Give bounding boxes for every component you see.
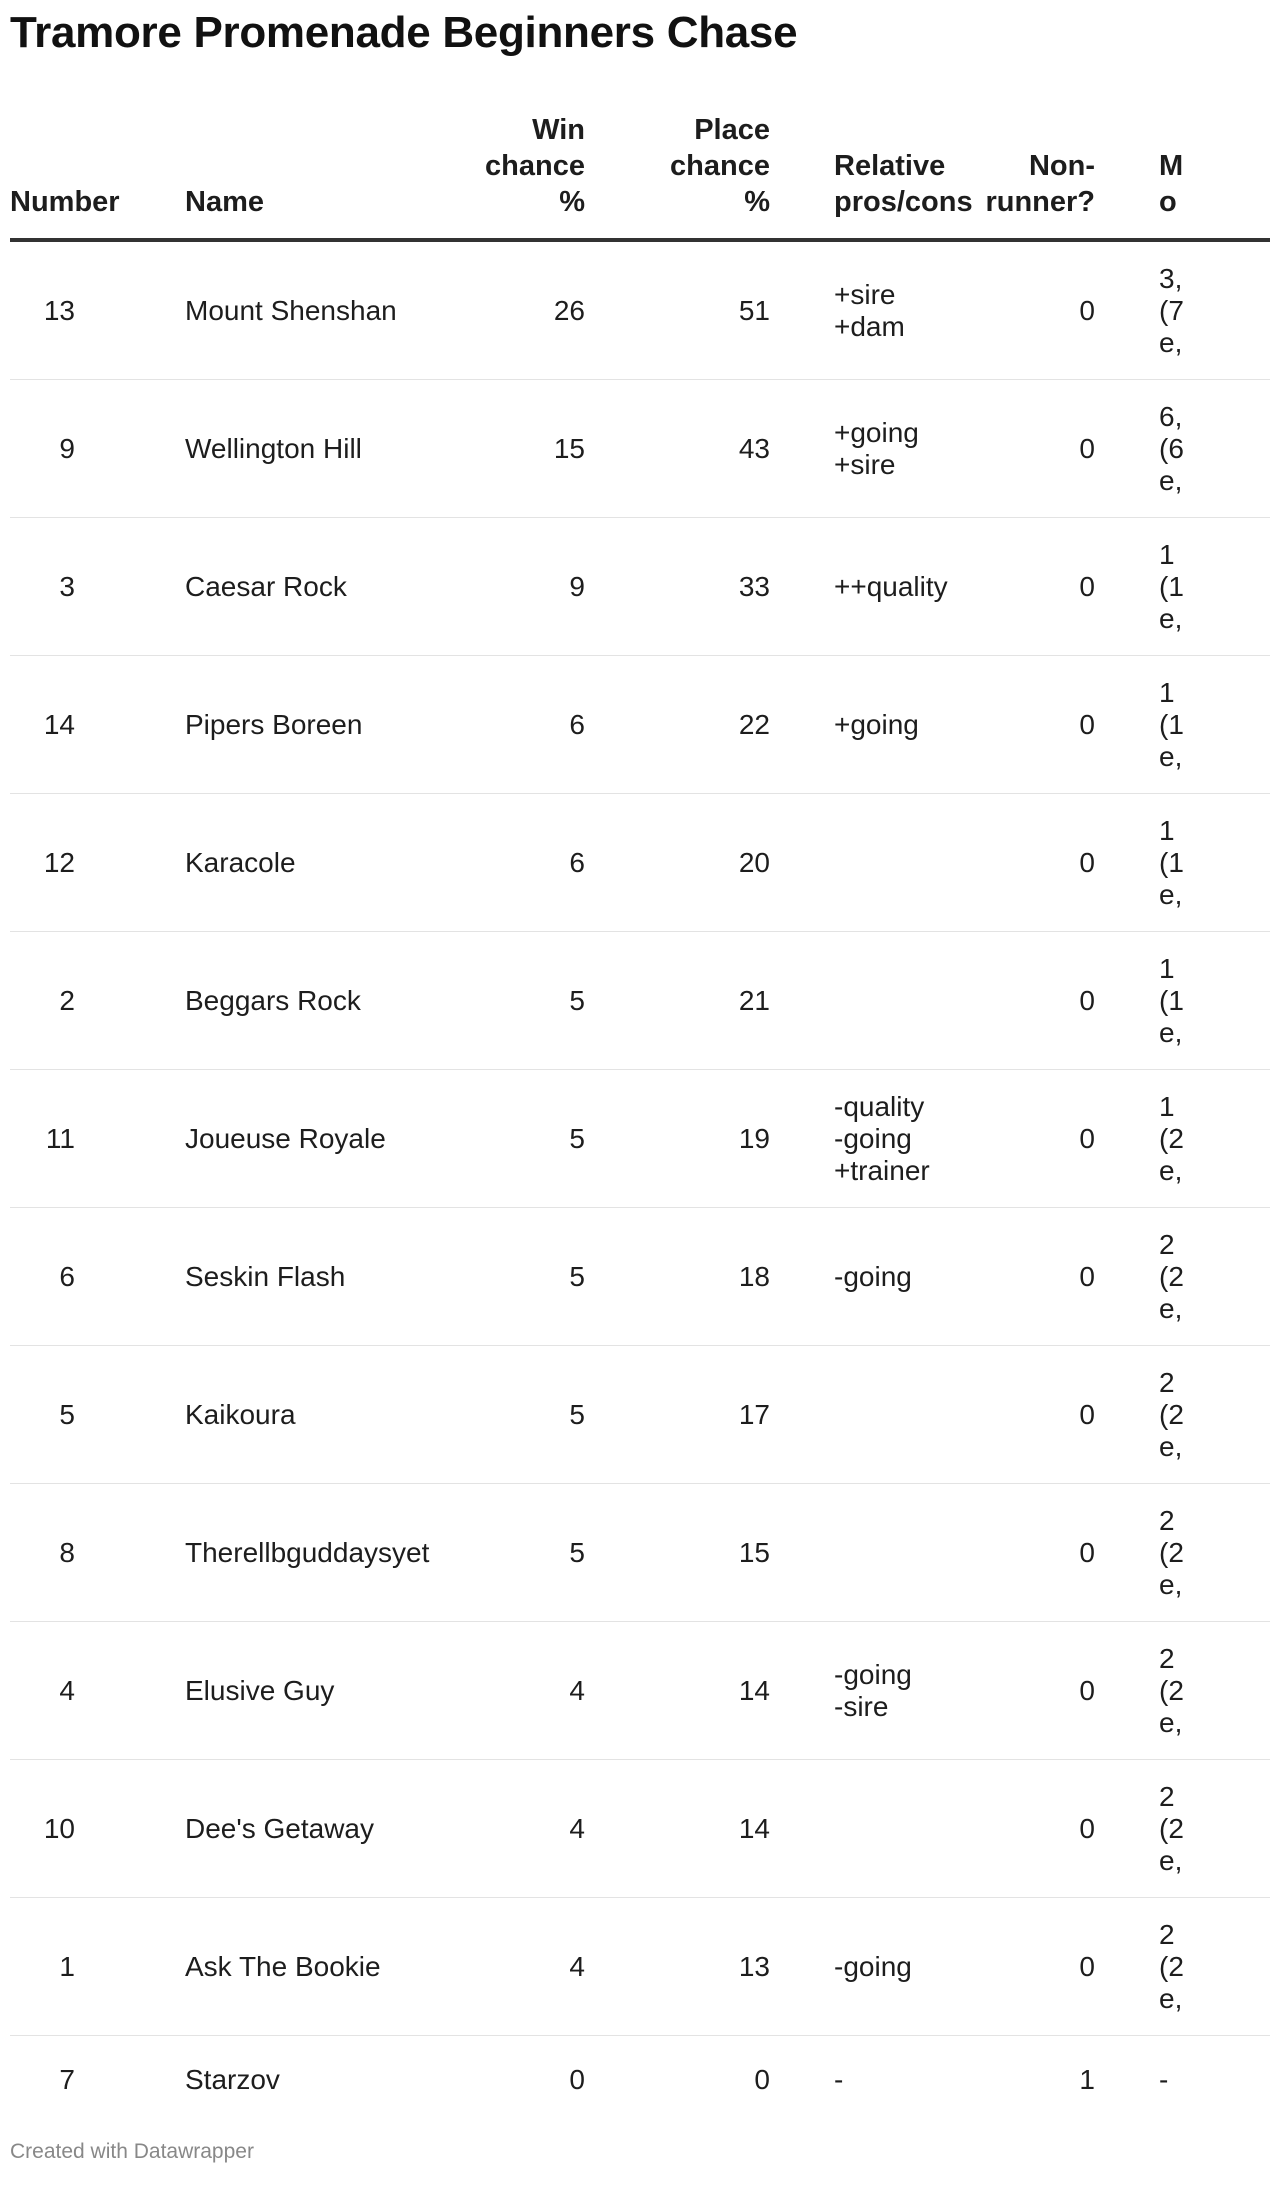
cell-market-odds: 2 (2 e, (1095, 1346, 1270, 1484)
cell-place-chance: 13 (605, 1898, 770, 2036)
cell-number: 13 (10, 240, 185, 380)
column-header-relative-pros-cons[interactable]: Relative pros/cons (770, 112, 935, 240)
table-body (10, 240, 1270, 2116)
table-row (10, 794, 1270, 932)
cell-place-chance: 20 (605, 794, 770, 932)
cell-name: Pipers Boreen (185, 656, 475, 794)
cell-relative-pros-cons (770, 1760, 935, 1898)
cell-name: Elusive Guy (185, 1622, 475, 1760)
cell-relative-pros-cons: +going (770, 656, 935, 794)
cell-name: Caesar Rock (185, 518, 475, 656)
cell-number: 2 (10, 932, 185, 1070)
cell-number: 8 (10, 1484, 185, 1622)
cell-number: 5 (10, 1346, 185, 1484)
cell-place-chance: 21 (605, 932, 770, 1070)
cell-non-runner: 0 (935, 794, 1095, 932)
table-row (10, 1484, 1270, 1622)
cell-win-chance: 5 (475, 1208, 605, 1346)
cell-market-odds: 2 (2 e, (1095, 1484, 1270, 1622)
cell-win-chance: 5 (475, 1484, 605, 1622)
table-row (10, 932, 1270, 1070)
cell-market-odds: 1 (1 e, (1095, 932, 1270, 1070)
table-row (10, 1898, 1270, 2036)
cell-win-chance: 0 (569, 2064, 585, 2095)
cell-name: Wellington Hill (185, 380, 475, 518)
cell-number: 11 (10, 1070, 185, 1208)
cell-number: 12 (10, 794, 185, 932)
cell-relative-pros-cons: -going (770, 1898, 935, 2036)
cell-non-runner: 0 (935, 932, 1095, 1070)
cell-place-chance: 0 (754, 2064, 770, 2095)
cell-market-odds: 2 (2 e, (1095, 1622, 1270, 1760)
cell-market-odds: 1 (1 e, (1095, 794, 1270, 932)
table-row (10, 1346, 1270, 1484)
cell-place-chance: 14 (605, 1622, 770, 1760)
column-header-non-runner[interactable]: Non- runner? (935, 112, 1095, 240)
column-header-name[interactable]: Name (185, 112, 475, 240)
table-row (10, 240, 1270, 380)
cell-relative-pros-cons: - (834, 2064, 844, 2095)
cell-non-runner: 0 (935, 518, 1095, 656)
cell-non-runner: 1 (1079, 2064, 1095, 2095)
table-row (10, 1070, 1270, 1208)
column-header-market-odds[interactable]: M o (1095, 112, 1270, 240)
cell-place-chance: 22 (605, 656, 770, 794)
cell-relative-pros-cons: +sire +dam (770, 240, 935, 380)
cell-win-chance: 9 (475, 518, 605, 656)
cell-win-chance: 5 (475, 1070, 605, 1208)
footer-credit: Created with Datawrapper (10, 2140, 254, 2163)
cell-non-runner: 0 (935, 1208, 1095, 1346)
column-header-number[interactable]: Number (10, 112, 185, 240)
cell-number: 3 (10, 518, 185, 656)
cell-win-chance: 6 (475, 656, 605, 794)
cell-relative-pros-cons: -going -sire (770, 1622, 935, 1760)
cell-number: 9 (10, 380, 185, 518)
cell-market-odds: 2 (2 e, (1095, 1208, 1270, 1346)
cell-name: Beggars Rock (185, 932, 475, 1070)
cell-place-chance: 19 (605, 1070, 770, 1208)
cell-non-runner: 0 (935, 1760, 1095, 1898)
cell-relative-pros-cons (770, 1346, 935, 1484)
cell-number: 4 (10, 1622, 185, 1760)
cell-relative-pros-cons (770, 1484, 935, 1622)
table-row (10, 518, 1270, 656)
chart-title: Tramore Promenade Beginners Chase (10, 8, 798, 57)
cell-win-chance: 5 (475, 1346, 605, 1484)
data-table-container (10, 112, 1220, 2095)
cell-market-odds: 1 (1 e, (1095, 656, 1270, 794)
cell-place-chance: 14 (605, 1760, 770, 1898)
cell-win-chance: 4 (475, 1760, 605, 1898)
cell-name: Kaikoura (185, 1346, 475, 1484)
cell-place-chance: 17 (605, 1346, 770, 1484)
data-table (10, 112, 1270, 2116)
cell-number: 7 (59, 2064, 75, 2095)
cell-name: Mount Shenshan (185, 240, 475, 380)
cell-market-odds: 6, (6 e, (1095, 380, 1270, 518)
cell-win-chance: 4 (475, 1622, 605, 1760)
cell-relative-pros-cons: ++quality (770, 518, 935, 656)
column-header-win-chance[interactable]: Win chance % (475, 112, 605, 240)
cell-win-chance: 26 (475, 240, 605, 380)
cell-name: Seskin Flash (185, 1208, 475, 1346)
cell-name: Ask The Bookie (185, 1898, 475, 2036)
cell-non-runner: 0 (935, 1484, 1095, 1622)
cell-name: Starzov (185, 2064, 280, 2095)
cell-place-chance: 43 (605, 380, 770, 518)
table-row (10, 656, 1270, 794)
cell-place-chance: 15 (605, 1484, 770, 1622)
cell-name: Joueuse Royale (185, 1070, 475, 1208)
cell-name: Therellbguddaysyet (185, 1484, 475, 1622)
column-header-place-chance[interactable]: Place chance % (605, 112, 770, 240)
table-row (10, 2036, 1270, 2117)
cell-non-runner: 0 (935, 1346, 1095, 1484)
cell-market-odds: 2 (2 e, (1095, 1898, 1270, 2036)
table-row (10, 1760, 1270, 1898)
table-header (10, 112, 1270, 240)
cell-non-runner: 0 (935, 240, 1095, 380)
cell-non-runner: 0 (935, 1622, 1095, 1760)
cell-relative-pros-cons (770, 932, 935, 1070)
cell-market-odds: - (1159, 2064, 1169, 2095)
cell-market-odds: 1 (2 e, (1095, 1070, 1270, 1208)
cell-non-runner: 0 (935, 1070, 1095, 1208)
cell-relative-pros-cons: -going (770, 1208, 935, 1346)
cell-place-chance: 51 (605, 240, 770, 380)
cell-relative-pros-cons: +going +sire (770, 380, 935, 518)
cell-non-runner: 0 (935, 380, 1095, 518)
cell-place-chance: 18 (605, 1208, 770, 1346)
header-row (10, 112, 1270, 240)
table-row (10, 380, 1270, 518)
cell-win-chance: 4 (475, 1898, 605, 2036)
cell-number: 6 (10, 1208, 185, 1346)
cell-market-odds: 2 (2 e, (1095, 1760, 1270, 1898)
cell-number: 14 (10, 656, 185, 794)
cell-number: 10 (10, 1760, 185, 1898)
cell-win-chance: 5 (475, 932, 605, 1070)
cell-relative-pros-cons: -quality -going +trainer (770, 1070, 935, 1208)
table-row (10, 1622, 1270, 1760)
cell-place-chance: 33 (605, 518, 770, 656)
cell-market-odds: 3, (7 e, (1095, 240, 1270, 380)
cell-win-chance: 15 (475, 380, 605, 518)
cell-market-odds: 1 (1 e, (1095, 518, 1270, 656)
cell-non-runner: 0 (935, 656, 1095, 794)
table-row (10, 1208, 1270, 1346)
cell-number: 1 (10, 1898, 185, 2036)
cell-name: Karacole (185, 794, 475, 932)
cell-win-chance: 6 (475, 794, 605, 932)
cell-non-runner: 0 (935, 1898, 1095, 2036)
cell-relative-pros-cons (770, 794, 935, 932)
cell-name: Dee's Getaway (185, 1760, 475, 1898)
